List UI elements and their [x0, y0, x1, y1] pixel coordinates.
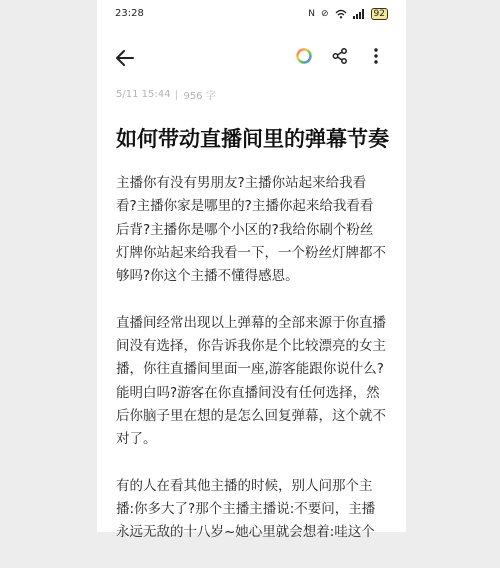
meta-divider: [176, 90, 177, 100]
status-icons: [308, 8, 388, 20]
wifi-icon: [335, 9, 347, 19]
share-icon[interactable]: [331, 47, 349, 65]
word-count: 956 字: [183, 91, 216, 102]
note-paragraph: 有的人在看其他主播的时候，别人问那个主播:你多大了?那个主播主播说:不要问，主播永远无敌的十八岁~她心里就会想着:哇这个: [116, 477, 376, 541]
note-body[interactable]: [116, 172, 386, 568]
note-date: 5/11 15:44: [116, 89, 171, 100]
note-paragraph: 直播间经常出现以上弹幕的全部来源于你直播间没有选择，你告诉我你是个比较漂亮的女主播，你往直播间里面一座,游客能跟你说什么?能明白吗?游客在你直播间没有任何选择，然后你脑子里在想的是怎么回复弹幕，这个就不对了。: [116, 314, 386, 448]
note-paragraph: 主播你有没有男朋友?主播你站起来给我看看?主播你家是哪里的?主播你起来给我看看后背?主播你是哪个小区的?我给你刷个粉丝灯牌你站起来给我看一下，一个粉丝灯牌都不够吗?你这个主播不懂得感恩。: [116, 175, 386, 285]
note-meta: [116, 87, 216, 102]
toolbar: [97, 40, 406, 74]
status-time: 23:28: [115, 8, 144, 19]
signal-icon: [353, 9, 365, 19]
back-arrow-icon[interactable]: [113, 46, 137, 70]
battery-indicator: 92: [371, 8, 388, 20]
color-palette-icon[interactable]: [295, 47, 313, 65]
note-screen: [97, 0, 406, 541]
mute-icon: ⊘: [321, 9, 329, 19]
status-bar: [97, 0, 406, 28]
note-title[interactable]: 如何带动直播间里的弹幕节奏: [116, 127, 389, 151]
nfc-icon: N: [308, 9, 315, 19]
more-vertical-icon[interactable]: [368, 47, 384, 65]
